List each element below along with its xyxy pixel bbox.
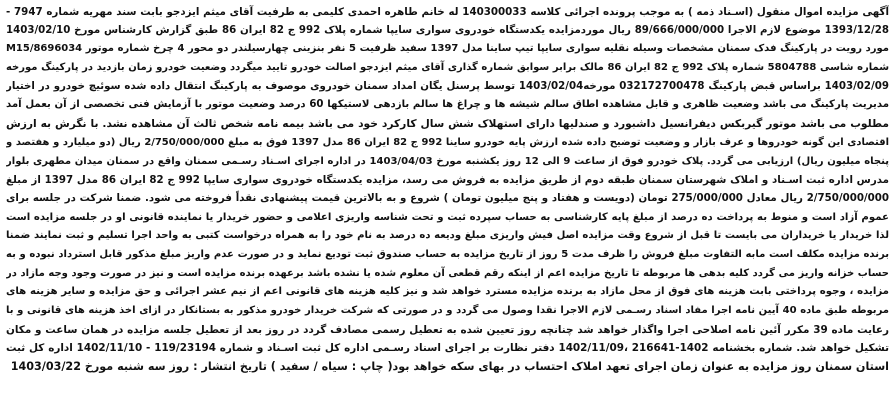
notice-line: استان سمنان روز مزایده به عنوان زمان اجرای تعهد املاک احتساب در بهای سکه خواهد بود( چاپ : سیاه / سفید ) تاریخ انتشار : روز سه شنبه مورخ 1403/03/22 [10,360,889,374]
notice-line: مزایده ، وجوه پرداختی بابت هزینه های فوق از محل مازاد به برنده مزایده مسترد خواهد شد و نیز کلیه هزینه های قانونی اعم از نیم عشر اجرائی و حق مزایده و سایر هزینه های [6,286,889,298]
notice-line: اقتصادی این گونه خودروها و عرف بازار و وضعیت توضیح داده شده ارزش پایه خودرو ساینا 992 ج 82 ایران 86 مدل 1397 فوق به مبلغ 2/750/000/000 ریال (دو میلیارد و هفتصد و [6,136,889,148]
notice-line: حساب خزانه واریز می گردد کلیه بدهی ها مربوطه تا تاریخ مزایده اعم از اینکه رقم قطعی آن معلوم شده یا نشده باشد برعهده برنده مزایده است و نیز در صورت وجود وجه مازاد در [6,267,889,279]
notice-line: تشکیل خواهد شد. شماره بخشنامه 1402-216641 ،1402/11/09 دفتر نظارت بر اجرای اسناد رسـمی اداره کل ثبت اسـناد و شماره 119/23194 - 1402/11/10 اداره کل ثبت [6,342,889,355]
notice-line: آگهی مزایده اموال منقول (اسـناد ذمه ) به موجب پرونده اجرائی کلاسه 140300033 له خانم طاهره احمدی کلیمی به طرفیت آقای میثم ایزدجو بابت سند مهریه شماره 7947 - [6,6,889,18]
notice-line: شماره شاسی 5804788 شماره پلاک 992 ج 82 ایران 86 مالک برابر سوابق شماره گذاری آقای میثم ایزدجو اصالت خودرو تایید میگردد وضعیت خودرو زمان بازدید در پارکینگ مورخه [6,62,889,74]
notice-line: مورد رویت در پارکینگ فدک سمنان مشخصات وسیله نقلیه سواری سایپا تیپ ساینا مدل 1397 سفید ظرفیت 5 نفر بنزینی چهارسیلندر دو محور 4 چرخ شماره موتور M15/8696034 [6,43,889,55]
notice-line: 1403/02/09 براساس قبض پارکینگ 032172700478 مورخه1403/02/04 توسط پرسنل یگان امداد سمنان خودروی موصوف به پارکینگ انتقال داده شده سوئیچ خودرو در اختیار [6,80,889,92]
notice-line: مدرس اداره ثبت اسـناد و املاک شهرستان سمنان طبقه دوم از طریق مزایده به فروش می رسد، مزایده یکدستگاه خودروی سواری سایپا 992 ج 82 ایران 86 مدل 1397 از مبلغ [6,174,889,187]
notice-line: مطلوب می باشد موتور گیربکس دیفرانسیل داشبورد و صندلیها دارای استهلاک شش سال کارکرد خود می باشد بیمه نامه شخص ثالث آن مشاهده نشد. با نگرش به ارزش [6,117,889,131]
notice-line: عموم آزاد است و منوط به پرداخت ده درصد از مبلغ پایه کارشناسی به حساب سپرده ثبت و تحت شناسه واریزی اعلامی و حضور خریدار یا نماینده قانونی او در جلسه مزایده است [6,211,889,223]
notice-line: مربوطه طبق ماده 40 آیین نامه اجرا مفاد اسناد رسـمی لازم الاجرا نقدا وصول می گردد و در صورتی که شرکت خریدار خودرو مذکور به بستانکار در ازای اخذ هزینه های قانونی و با [6,305,889,316]
notice-line: پنجاه میلیون ریال) ارزیابی می گردد. پلاک خودرو فوق از ساعت 9 الی 12 روز یکشنبه مورخ 1403/04/03 در اداره اجرای اسـناد رسـمی سمنان واقع در سمنان میدان مطهری بلوار [6,155,889,167]
notice-line: برنده مزایده مکلف است مابه التفاوت مبلغ فروش را ظرف مدت 5 روز از تاریخ مزایده به حساب صندوق ثبت تودیع نماید و در صورت عدم واریز مبلغ مذکور قابل استرداد نبوده و به [6,248,889,260]
notice-line: رعایت ماده 39 مکرر آئین نامه اصلاحی اجرا واگذار خواهد شد چنانچه روز تعیین شده به تعطیل رسمی مصادف گردد در روز بعد از تعطیل جلسه مزایده در همان ساعت و مکان [6,323,889,336]
notice-line: 1393/12/28 موضوع لازم الاجرا 89/666/000/000 ریال موردمزایده یکدستگاه خودروی سواری سایپا شماره پلاک 992 ج 82 ایران 86 طبق گزارش کارشناس مورخ 1403/02/10 [6,24,889,36]
notice-line: مدیریت پارکینگ می باشد وضعیت ظاهری و قابل مشاهده اطاق سالم شیشه ها و چراغ ها سالم بازدهی لاستیکها 60 درصد وضعیت موتور با آزمایش فنی تخصصی از آن بعمل آمد [6,99,889,111]
notice-line: لذا خریدار یا خریداران می بایست تا قبل از شروع وقت مزایده اصل فیش واریزی مبلغ ودیعه ده درصد به نام خود را به همراه درخواست کتبی به واحد اجرا تسلیم و ثبت نمایند ضمنا [6,230,889,242]
notice-line: 2/750/000/000 ریال معادل 275/000/000 تومان (دویست و هفتاد و پنج میلیون تومان ) شروع و به بالاترین قیمت پیشنهادی نقداً فروخته می شود. ضمنا شرکت در جلسه برای [6,192,889,204]
